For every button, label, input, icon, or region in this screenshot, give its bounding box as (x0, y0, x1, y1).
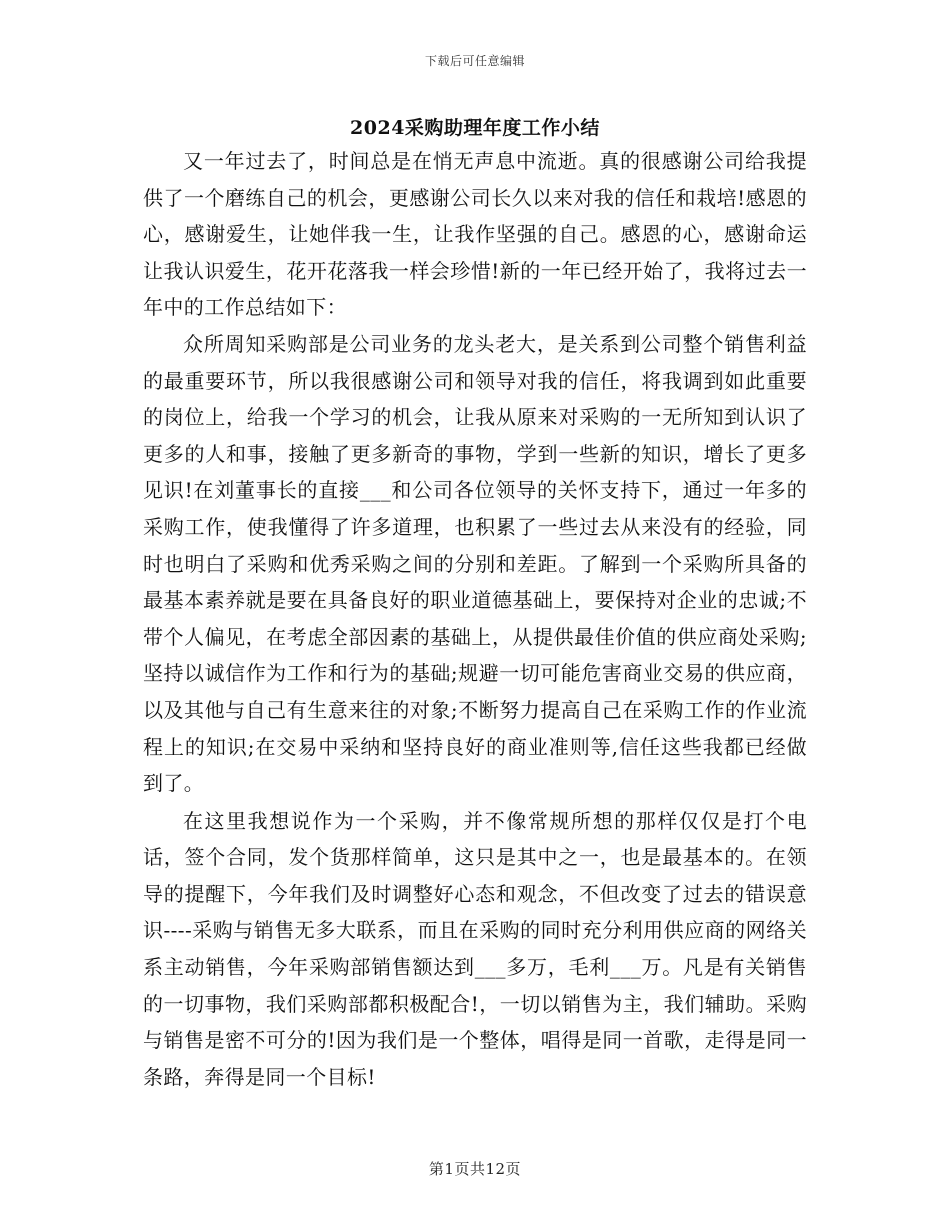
paragraph-intro: 又一年过去了，时间总是在悄无声息中流逝。真的很感谢公司给我提供了一个磨练自己的机会，更感谢公司长久以来对我的信任和栽培!感恩的心，感谢爱生，让她伴我一生，让我作坚强的自己。感恩的心，感谢命运让我认识爱生，花开花落我一样会珍惜!新的一年已经开始了，我将过去一年中的工作总结如下： (143, 149, 807, 320)
document-title: 2024采购助理年度工作小结 (350, 117, 600, 139)
header-note: 下载后可任意编辑 (424, 54, 525, 68)
paragraph-sales-support: 在这里我想说作为一个采购，并不像常规所想的那样仅仅是打个电话，签个合同，发个货那样简单，这只是其中之一，也是最基本的。在领导的提醒下，今年我们及时调整好心态和观念，不但改变了过去的错误意识----采购与销售无多大联系，而且在采购的同时充分利用供应商的网络关系主动销售，今年采购部销售额达到___多万，毛利___万。凡是有关销售的一切事物，我们采购部都积极配合!，一切以销售为主，我们辅助。采购与销售是密不可分的!因为我们是一个整体，唱得是同一首歌，走得是同一条路，奔得是同一个目标! (143, 808, 807, 1089)
document-body (143, 143, 807, 1095)
page-number: 第1页共12页 (428, 1160, 522, 1178)
paragraph-procurement-role: 众所周知采购部是公司业务的龙头老大，是关系到公司整个销售利益的最重要环节，所以我很感谢公司和领导对我的信任，将我调到如此重要的岗位上，给我一个学习的机会，让我从原来对采购的一无所知到认识了更多的人和事，接触了更多新奇的事物，学到一些新的知识，增长了更多见识!在刘董事长的直接___和公司各位领导的关怀支持下，通过一年多的采购工作，使我懂得了许多道理，也积累了一些过去从来没有的经验，同时也明白了采购和优秀采购之间的分别和差距。了解到一个采购所具备的最基本素养就是要在具备良好的职业道德基础上，要保持对企业的忠诚;不带个人偏见，在考虑全部因素的基础上，从提供最佳价值的供应商处采购;坚持以诚信作为工作和行为的基础;规避一切可能危害商业交易的供应商，以及其他与自己有生意来往的对象;不断努力提高自己在采购工作的作业流程上的知识;在交易中采纳和坚持良好的商业准则等,信任这些我都已经做到了。 (143, 331, 807, 796)
